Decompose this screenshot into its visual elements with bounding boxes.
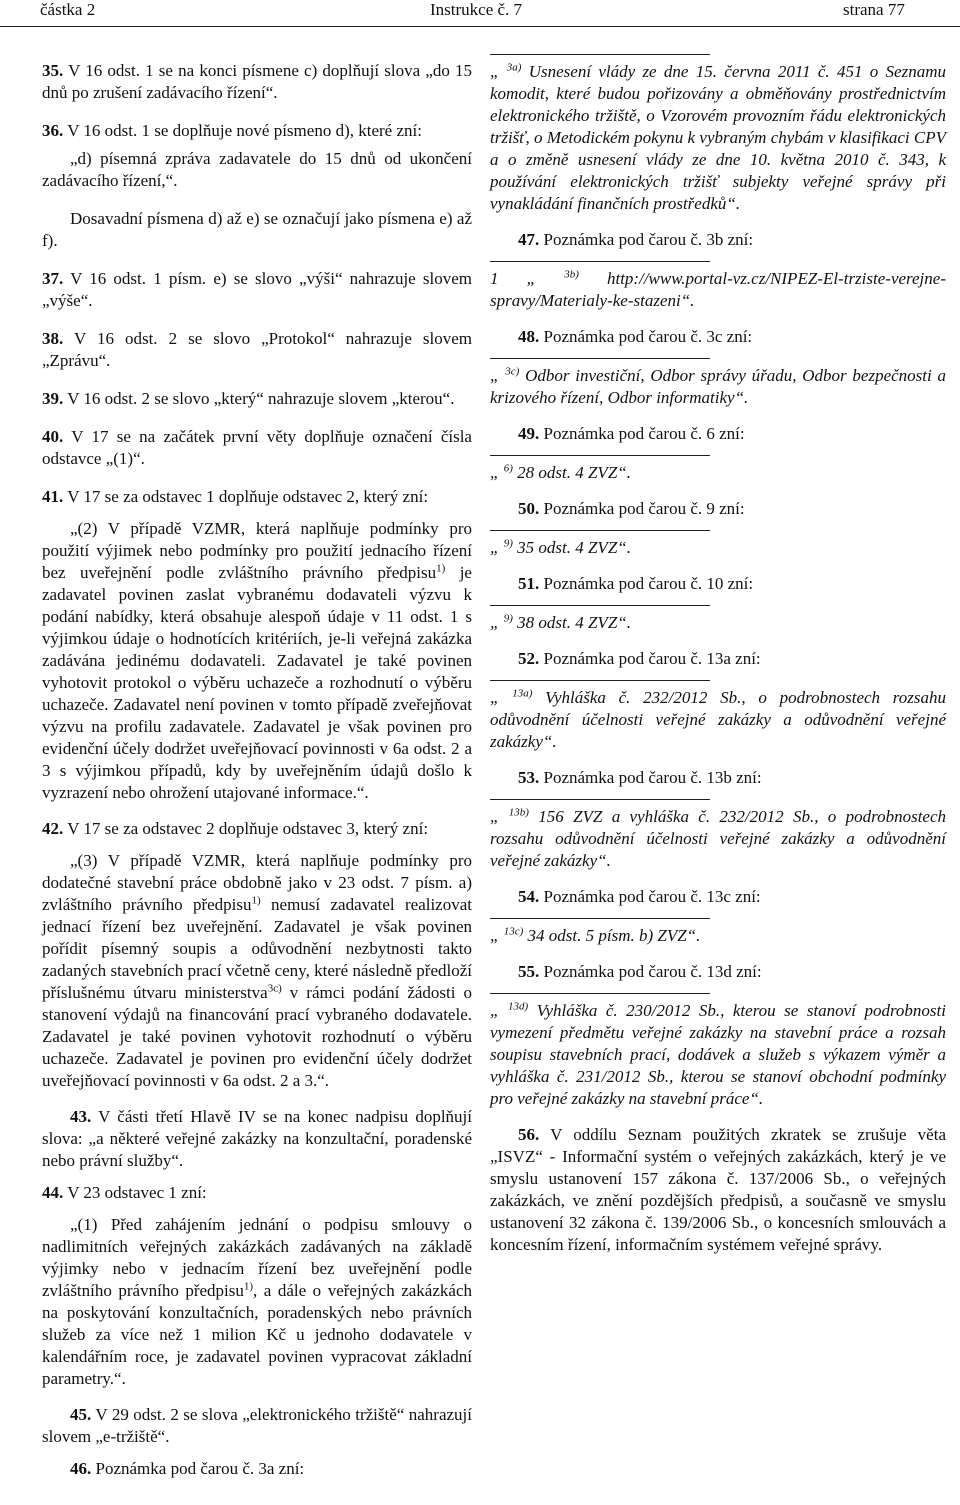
header-issue: částka 2 [40, 0, 96, 19]
footnote-rule [490, 605, 710, 606]
item-51: 51. Poznámka pod čarou č. 10 zní: [518, 574, 754, 593]
left-column [42, 60, 472, 1480]
page-header [0, 0, 960, 22]
footnote-rule [490, 680, 710, 681]
item-55: 55. Poznámka pod čarou č. 13d zní: [518, 962, 762, 981]
footnote-13c: „ $^{13c)}$ 34 odst. 5 písm. b) ZVZ“. [490, 925, 701, 945]
item-54: 54. Poznámka pod čarou č. 13c zní: [518, 887, 761, 906]
footnote-rule [490, 261, 710, 262]
footnote-rule [490, 799, 710, 800]
item-35: 35. V 16 odst. 1 se na konci písmene c) doplňují slova „do 15 dnů po zrušení zadávacího řízení“. [42, 61, 472, 102]
item-42: 42. V 17 se za odstavec 2 doplňuje odstavec 3, který zní: [42, 819, 429, 838]
item-36-note: Dosavadní písmena d) až e) se označují jako písmena e) až f). [42, 209, 472, 250]
item-50: 50. Poznámka pod čarou č. 9 zní: [518, 499, 745, 518]
footnote-rule [490, 54, 710, 55]
item-56: 56. V oddílu Seznam použitých zkratek se zrušuje věta „ISVZ“ - Informační systém o veřejných zakázkách, který je ve smyslu ustanovení 157 zákona č. 137/2006 Sb., o veřejných zakázkách, ve znění pozdějších předpisů, a současně ve smyslu ustanovení 32 zákona č. 139/2006 Sb., o koncesních smlouvách a koncesním řízení, informačním systémem veřejné správy. [490, 1125, 946, 1254]
item-52: 52. Poznámka pod čarou č. 13a zní: [518, 649, 761, 668]
item-36: 36. V 16 odst. 1 se doplňuje nové písmeno d), které zní: [42, 121, 422, 140]
item-38: 38. V 16 odst. 2 se slovo „Protokol“ nahrazuje slovem „Zprávu“. [42, 329, 472, 370]
footnote-3b: 1 „ $^{3b)}$ http://www.portal-vz.cz/NIPEZ-El-trziste-verejne-spravy/Materialy-ke-stazeni“. [490, 268, 946, 310]
item-48: 48. Poznámka pod čarou č. 3c zní: [518, 327, 753, 346]
item-40: 40. V 17 se na začátek první věty doplňuje označení čísla odstavce „(1)“. [42, 427, 472, 468]
right-column [490, 54, 946, 1256]
footnote-rule [490, 530, 710, 531]
item-45: 45. V 29 odst. 2 se slova „elektronického tržiště“ nahrazují slovem „e-tržiště“. [42, 1405, 472, 1446]
item-46: 46. Poznámka pod čarou č. 3a zní: [70, 1459, 305, 1478]
footnote-13a: „ $^{13a)}$ Vyhláška č. 232/2012 Sb., o podrobnostech rozsahu odůvodnění účelnosti veřejné zakázky a odůvodnění veřejné zakázky“. [490, 687, 946, 751]
item-44-quote: „(1) Před zahájením jednání o podpisu smlouvy o nadlimitních veřejných zakázkách zadávaných na základě výjimky nebo v jednacím řízení bez uveřejnění podle zvláštního právního předpisu$^{1)}$, a dále o veřejných zakázkách na poskytování konzultačních, poradenských nebo právních služeb za více než 1 milion Kč u jednoho dodavatele v kalendářním roce, je zadavatel povinen vypracovat základní parametry.“. [42, 1215, 472, 1388]
item-42-quote: „(3) V případě VZMR, která naplňuje podmínky pro dodatečné stavební práce obdobně jako v 23 odst. 7 písm. a) zvláštního právního předpisu$^{1)}$ nemusí zadavatel realizovat jednací řízení bez uveřejnění. Zadavatel je však povinen pořídit písemný soupis a odůvodnění nezbytnosti takto zadaných stavebních prací včetně ceny, které následně předloží příslušnému útvaru ministerstva$^{3c)}$ v rámci podání žádosti o stanovení výdajů na financování prací vybraného dodavatele. Zadavatel je také povinen vyhotovit rozhodnutí o výběru uchazeče. Zadavatel je povinen pro evidenční účely dodržet uveřejňovací povinnosti v 6a odst. 2 a 3.“. [42, 851, 473, 1090]
header-page-number: strana 77 [843, 0, 905, 19]
footnote-rule [490, 918, 710, 919]
item-36-quote: „d) písemná zpráva zadavatele do 15 dnů od ukončení zadávacího řízení,“. [42, 149, 472, 190]
footnote-rule [490, 455, 710, 456]
item-39: 39. V 16 odst. 2 se slovo „který“ nahrazuje slovem „kterou“. [42, 389, 455, 408]
item-53: 53. Poznámka pod čarou č. 13b zní: [518, 768, 762, 787]
header-instruction: Instrukce č. 7 [430, 0, 523, 19]
item-41-quote: „(2) V případě VZMR, která naplňuje podmínky pro použití výjimek nebo podmínky pro použití jednacího řízení bez uveřejnění podle zvláštního právního předpisu$^{1)}$ je zadavatel povinen zaslat vybranému dodavateli výzvu k podání nabídky, která obsahuje alespoň údaje v 11 odst. 1 s výjimkou údaje o hodnotících kritériích, je-li veřejná zakázka zadávána jedinému dodavateli. Zadavatel je také povinen vyhotovit protokol o výběru uchazeče a rozhodnutí o výběru uchazeče. Zadavatel není povinen v tomto případě zveřejňovat výzvu na profilu zadavatele. Zadavatel je však povinen pro evidenční účely dodržet uveřejňovací povinnosti v 6a odst. 2 a 3 s výjimkou případů, kdy by uveřejněním údajů došlo k vyzrazení nebo ohrožení utajované informace.“. [42, 519, 472, 802]
footnote-10: „ $^{9)}$ 38 odst. 4 ZVZ“. [490, 612, 631, 632]
footnote-3a: „ $^{3a)}$ Usnesení vlády ze dne 15. června 2011 č. 451 o Seznamu komodit, které budou pořizovány a obměňovány prostřednictvím elektronického tržiště, o Vzorovém provozním řádu elektronických tržišť, o Metodickém pokynu k vybraným chybám v klasifikaci CPV a o změně usnesení vlády ze dne 10. května 2010 č. 343, k používání elektronických tržišť subjekty veřejné správy při vynakládání finančních prostředků“. [490, 61, 946, 213]
footnote-9: „ $^{9)}$ 35 odst. 4 ZVZ“. [490, 537, 631, 557]
item-47: 47. Poznámka pod čarou č. 3b zní: [518, 230, 754, 249]
footnote-rule [490, 993, 710, 994]
item-49: 49. Poznámka pod čarou č. 6 zní: [518, 424, 745, 443]
header-rule [0, 26, 960, 27]
footnote-rule [490, 358, 710, 359]
item-37: 37. V 16 odst. 1 písm. e) se slovo „výši“ nahrazuje slovem „výše“. [42, 269, 472, 310]
footnote-13b: „ $^{13b)}$ 156 ZVZ a vyhláška č. 232/2012 Sb., o podrobnostech rozsahu odůvodnění účelnosti veřejné zakázky a odůvodnění veřejné zakázky“. [490, 806, 947, 870]
footnote-6: „ $^{6)}$ 28 odst. 4 ZVZ“. [490, 462, 631, 482]
footnote-13d: „ $^{13d)}$ Vyhláška č. 230/2012 Sb., kterou se stanoví podrobnosti vymezení předmětu veřejné zakázky na stavební práce a rozsah soupisu stavebních prací, dodávek a služeb s výkazem výměr a vyhláška č. 231/2012 Sb., kterou se stanoví obchodní podmínky pro veřejné zakázky na stavební práce“. [490, 1000, 946, 1108]
item-41: 41. V 17 se za odstavec 1 doplňuje odstavec 2, který zní: [42, 487, 429, 506]
item-44: 44. V 23 odstavec 1 zní: [42, 1183, 207, 1202]
item-43: 43. V části třetí Hlavě IV se na konec nadpisu doplňují slova: „a některé veřejné zakázky na konzultační, poradenské nebo právní služby“. [42, 1107, 472, 1170]
footnote-3c: „ $^{3c)}$ Odbor investiční, Odbor správy úřadu, Odbor bezpečnosti a krizového řízení, Odbor informatiky“. [490, 365, 947, 407]
